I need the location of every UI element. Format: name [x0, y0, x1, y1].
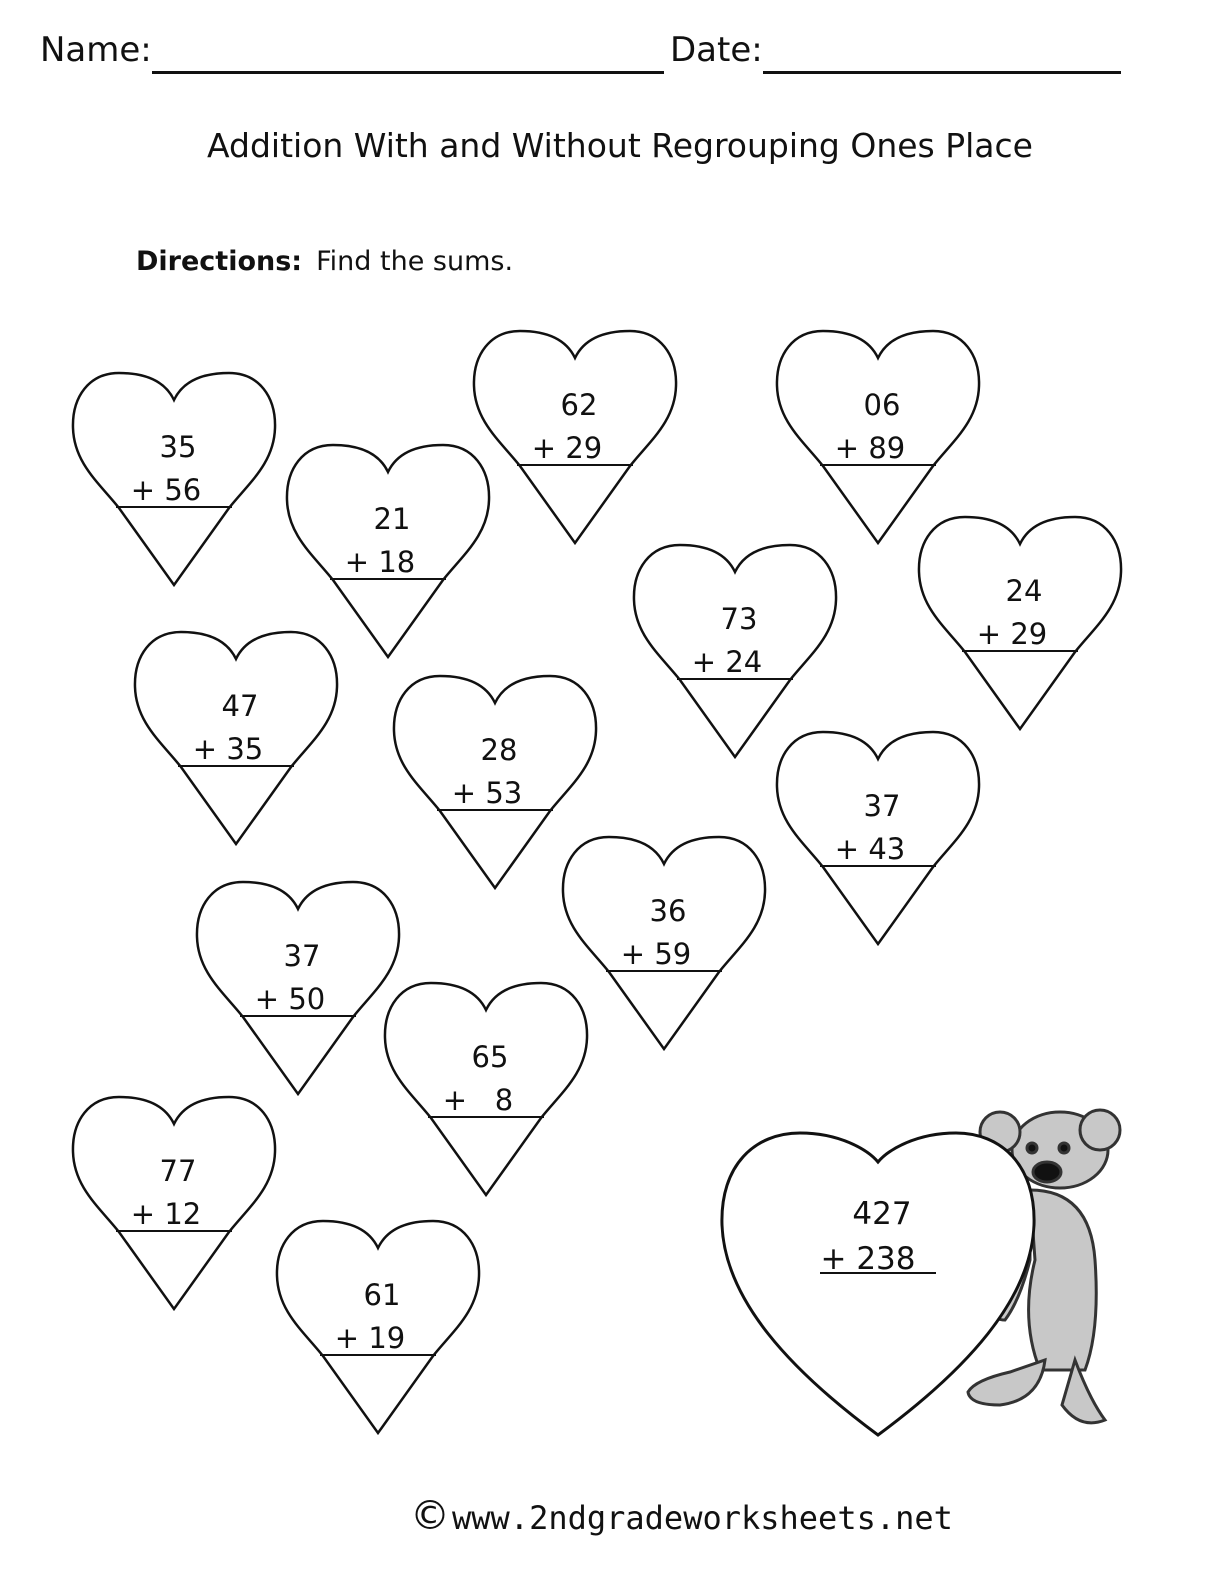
- heart-problem: [73, 1097, 275, 1309]
- problem-top: 62: [560, 388, 598, 422]
- footer-url: www.2ndgradeworksheets.net: [452, 1499, 953, 1537]
- problem-top: 37: [283, 939, 321, 973]
- problem-top: 36: [649, 894, 687, 928]
- heart-problem: [777, 732, 979, 944]
- problem-top: 65: [471, 1040, 509, 1074]
- heart-problem: [197, 882, 399, 1094]
- big-problem-bottom: + 238: [820, 1241, 916, 1277]
- problem-bottom: + 29: [531, 431, 603, 465]
- problem-top: 73: [720, 602, 758, 636]
- problem-top: 61: [363, 1278, 401, 1312]
- directions-text: Find the sums.: [316, 246, 514, 277]
- heart-problem: [634, 545, 836, 757]
- heart-problem: [919, 517, 1121, 729]
- heart-problem: [287, 445, 489, 657]
- heart-problem: [385, 983, 587, 1195]
- problem-bottom: + 29: [976, 617, 1048, 651]
- problem-top: 47: [221, 689, 259, 723]
- big-heart-problem: [722, 1110, 1120, 1435]
- problem-top: 21: [373, 502, 411, 536]
- problem-bottom: + 35: [192, 732, 264, 766]
- problem-top: 24: [1005, 574, 1043, 608]
- big-problem-top: 427: [852, 1196, 912, 1232]
- problem-top: 35: [159, 430, 197, 464]
- heart-problem: [777, 331, 979, 543]
- problem-bottom: + 8: [442, 1083, 514, 1117]
- heart-problem: [73, 373, 275, 585]
- heart-problem: [135, 632, 337, 844]
- problem-bottom: + 53: [451, 776, 523, 810]
- problem-bottom: + 19: [334, 1321, 406, 1355]
- name-label: Name:: [40, 30, 152, 70]
- problem-bottom: + 56: [130, 473, 202, 507]
- directions-label: Directions:: [136, 246, 303, 277]
- problem-top: 06: [863, 388, 901, 422]
- problem-bottom: + 59: [620, 937, 692, 971]
- footer-credit: [410, 1493, 953, 1539]
- heart-problem: [563, 837, 765, 1049]
- heart-problem: [277, 1221, 479, 1433]
- heart-problem: [394, 676, 596, 888]
- date-label: Date:: [670, 30, 763, 70]
- problem-top: 77: [159, 1154, 197, 1188]
- problem-bottom: + 89: [834, 431, 906, 465]
- problem-top: 37: [863, 789, 901, 823]
- heart-problem: [474, 331, 676, 543]
- problem-bottom: + 43: [834, 832, 906, 866]
- problem-bottom: + 50: [254, 982, 326, 1016]
- problem-bottom: + 18: [344, 545, 416, 579]
- problem-bottom: + 12: [130, 1197, 202, 1231]
- worksheet-title: Addition With and Without Regrouping Ones Place: [207, 126, 1033, 165]
- problem-top: 28: [480, 733, 518, 767]
- problem-bottom: + 24: [691, 645, 763, 679]
- copyright-icon: ©: [410, 1493, 450, 1539]
